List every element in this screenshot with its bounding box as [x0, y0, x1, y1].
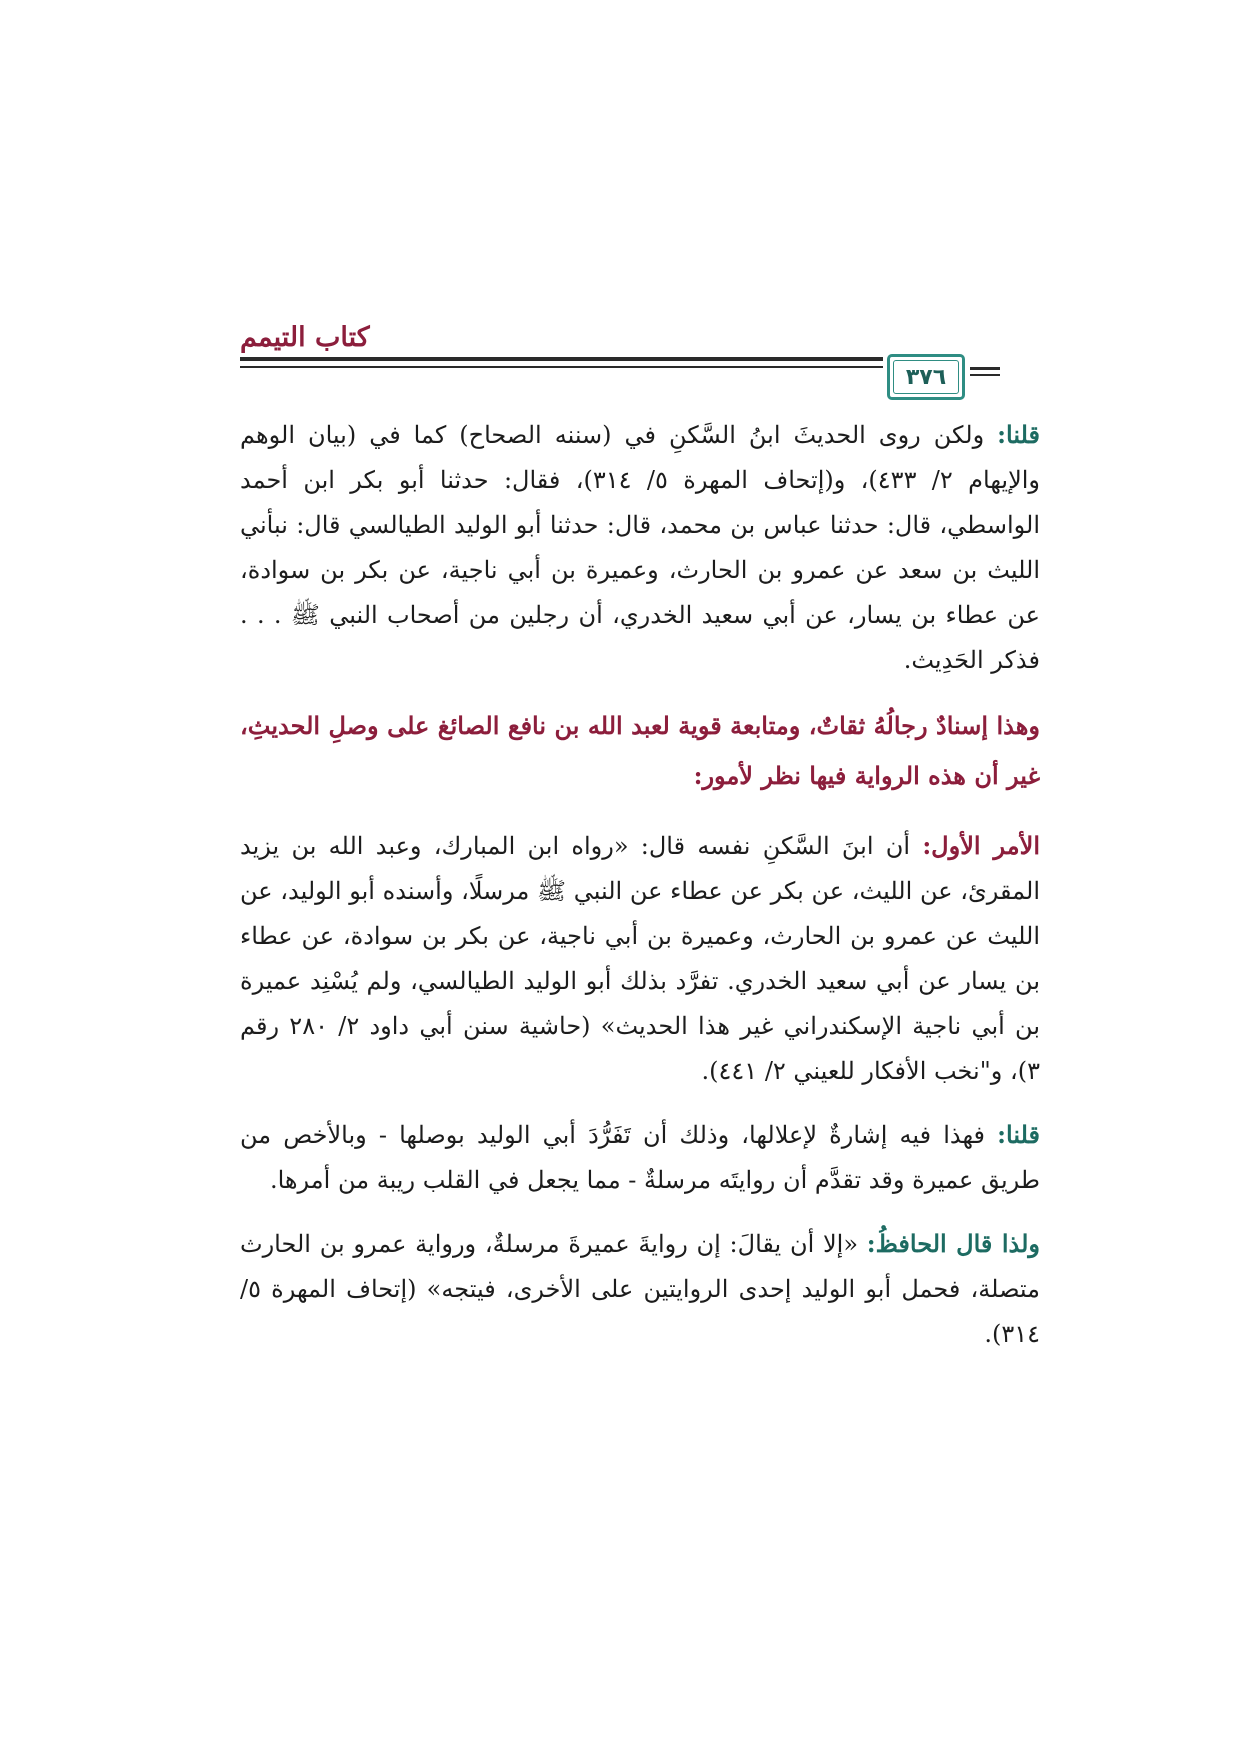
paragraph-lead: قلنا:: [997, 420, 1040, 449]
paragraph-2-highlight: وهذا إسنادٌ رجالُهُ ثقاتٌ، ومتابعة قوية لعبد الله بن نافع الصائغ على وصلِ الحديثِ، غير أن هذه الرواية فيها نظر لأمور:: [240, 711, 1040, 790]
page-number: ٣٧٦: [905, 364, 947, 390]
header-rule-top-left: [240, 357, 883, 361]
paragraph-text: «إلا أن يقالَ: إن روايةَ عميرةَ مرسلةٌ، ورواية عمرو بن الحارث متصلة، فحمل أبو الوليد إحدى الروايتين على الأخرى، فيتجه» (إتحاف المهرة ٥/ ٣١٤).: [240, 1230, 1040, 1348]
paragraph-1: [240, 412, 1040, 683]
header-rule-top-right: [970, 367, 1000, 370]
paragraph-text: فهذا فيه إشارةٌ لإعلالها، وذلك أن تَفَرُّدَ أبي الوليد بوصلها - وبالأخص من طريق عميرة وقد تقدَّم أن روايتَه مرسلةٌ - مما يجعل في القلب ريبة من أمرها.: [240, 1121, 1040, 1194]
paragraph-text: ولكن روى الحديثَ ابنُ السَّكنِ في (سننه الصحاح) كما في (بيان الوهم والإيهام ٢/ ٤٣٣)، و(إتحاف المهرة ٥/ ٣١٤)، فقال: حدثنا أبو بكر ابن أحمد الواسطي، قال: حدثنا عباس بن محمد، قال: حدثنا أبو الوليد الطيالسي قال: نبأني الليث بن سعد عن عمرو بن الحارث، وعميرة بن أبي ناجية، عن بكر بن سوادة، عن عطاء بن يسار، عن أبي سعيد الخدري، أن رجلين من أصحاب النبي ﷺ . . . فذكر الحَدِيث.: [240, 421, 1041, 674]
paragraph-3: [240, 823, 1040, 1094]
paragraph-4: [240, 1112, 1040, 1203]
book-title: كتاب التيمم: [240, 322, 370, 353]
paragraph-lead: الأمر الأول:: [922, 831, 1040, 860]
paragraph-5: [240, 1221, 1040, 1357]
page-body: [240, 412, 1040, 1375]
paragraph-lead: قلنا:: [997, 1120, 1040, 1149]
page-header: [0, 0, 1240, 400]
page-number-badge: [887, 354, 965, 400]
header-rule-bottom-right: [970, 374, 1000, 376]
paragraph-text: أن ابنَ السَّكنِ نفسه قال: «رواه ابن المبارك، وعبد الله بن يزيد المقرئ، عن الليث، عن بكر عن عطاء عن النبي ﷺ مرسلًا، وأسنده أبو الوليد، عن الليث عن عمرو بن الحارث، وعميرة بن أبي ناجية، عن بكر بن سوادة، عن عطاء بن يسار عن أبي سعيد الخدري. تفرَّد بذلك أبو الوليد الطيالسي، ولم يُسْنِد عميرة بن أبي ناجية الإسكندراني غير هذا الحديث» (حاشية سنن أبي داود ٢/ ٢٨٠ رقم ٣)، و"نخب الأفكار للعيني ٢/ ٤٤١).: [240, 832, 1041, 1085]
header-rule-bottom-left: [240, 366, 883, 368]
paragraph-lead: ولذا قال الحافظُ:: [866, 1229, 1041, 1258]
